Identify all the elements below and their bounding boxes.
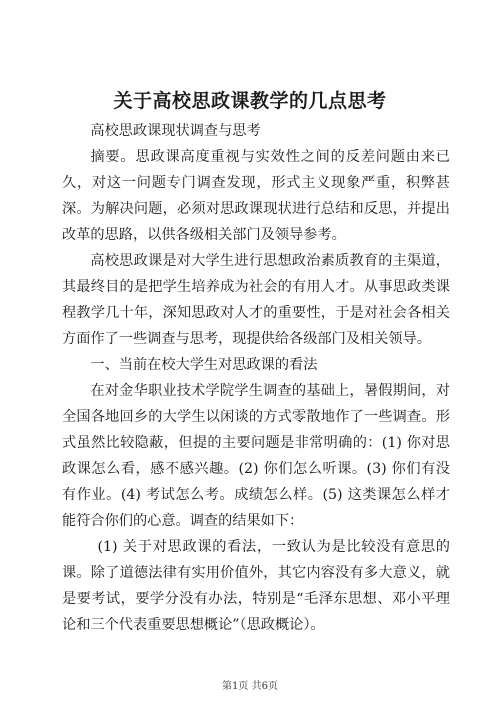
subtitle: 高校思政课现状调查与思考 bbox=[90, 123, 261, 139]
paragraph-survey: 在对金华职业技术学院学生调查的基础上，暑假期间，对全国各地回乡的大学生以闲谈的方式零散地作了一些调查。形式虽然比较隐蔽，但提的主要问题是非常明确的：(1) 你对思政课怎么看，感不感兴趣。(2) 你们怎么听课。(3) 你们有没有作业。(4) 考试怎么考。成绩怎么样。(5) 这类课怎么样才能符合你们的心意。调查的结果如下： bbox=[62, 383, 450, 529]
section-heading: 一、当前在校大学生对思政课的看法 bbox=[90, 357, 318, 373]
paragraph-result-1: (1) 关于对思政课的看法，一致认为是比较没有意思的课。除了道德法律有实用价值外，其它内容没有多大意义，就是要考试，要学分没有办法，特别是“毛泽东思想、邓小平理论和三个代表重要思想概论”（思政概论）。 bbox=[62, 539, 450, 633]
page-footer: 第1页 共6页 bbox=[222, 681, 278, 692]
document-title: 关于高校思政课教学的几点思考 bbox=[113, 90, 387, 112]
document-body bbox=[62, 118, 450, 638]
paragraph-intro: 高校思政课是对大学生进行思想政治素质教育的主渠道，其最终目的是把学生培养成为社会的有用人才。从事思政类课程教学几十年，深知思政对人才的重要性，于是对社会各相关方面作了一些调查与思考，现提供给各级部门及相关领导。 bbox=[62, 253, 450, 347]
paragraph-abstract: 摘要。思政课高度重视与实效性之间的反差问题由来已久，对这一问题专门调查发现，形式主义现象严重，积弊甚深。为解决问题，必须对思政课现状进行总结和反思，并提出改革的思路，以供各级相关部门及领导参考。 bbox=[62, 149, 450, 243]
